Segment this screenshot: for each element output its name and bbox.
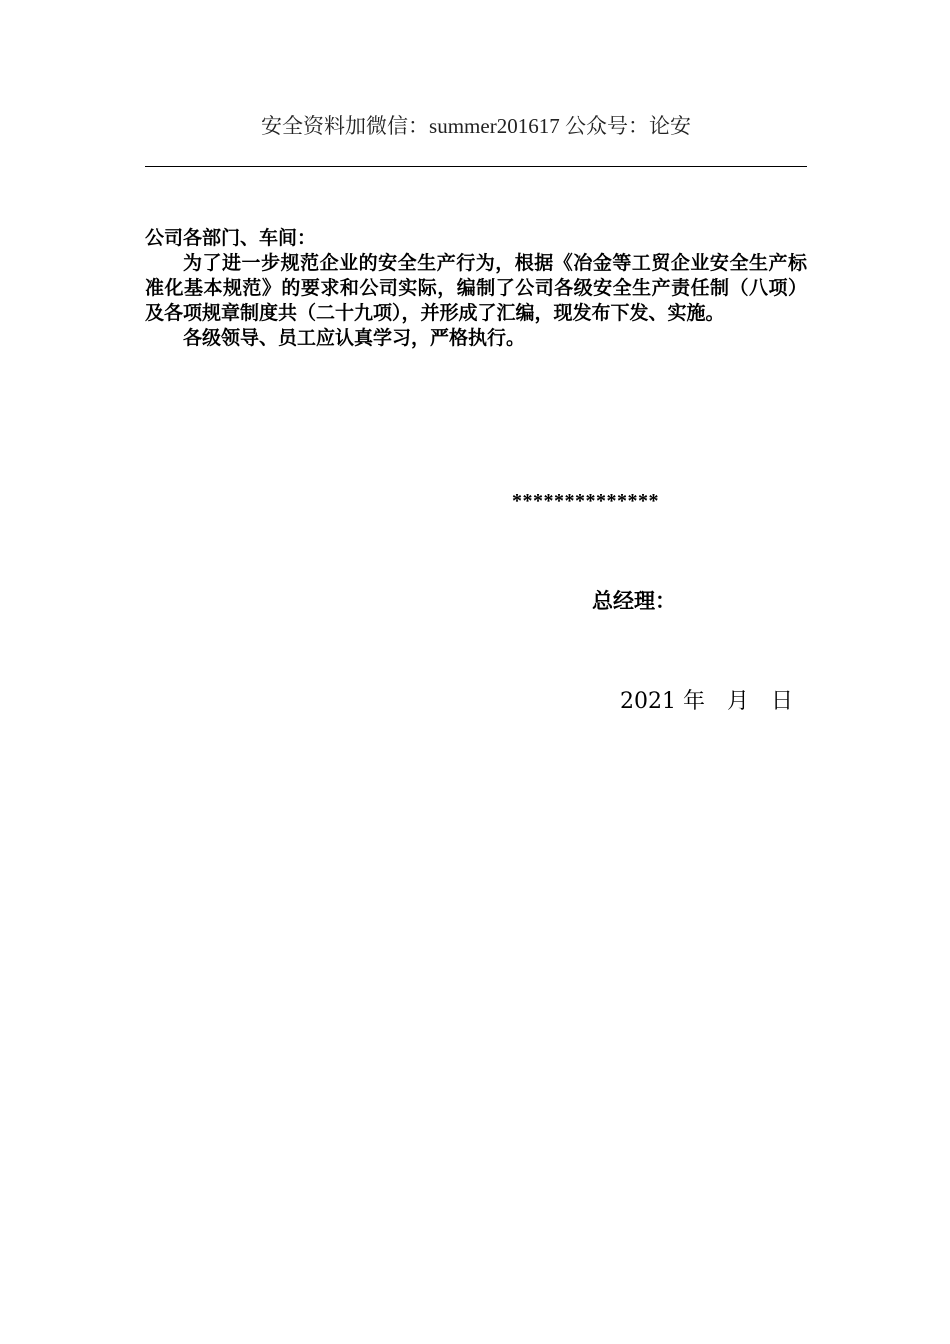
date-year: 2021 年 — [620, 689, 705, 714]
paragraph-2: 各级领导、员工应认真学习，严格执行。 — [183, 327, 526, 349]
salutation: 公司各部门、车间： — [145, 227, 317, 249]
date-day: 日 — [771, 689, 794, 714]
signature-date — [620, 688, 793, 716]
paragraph-1: 为了进一步规范企业的安全生产行为，根据《冶金等工贸企业安全生产标准化基本规范》的要求和公司实际，编制了公司各级安全生产责任制（八项）及各项规章制度共（二十九项），并形成了汇编，现发布下发、实施。 — [145, 252, 807, 324]
company-name-masked: ************** — [512, 490, 659, 512]
page-header: 安全资料加微信：summer201617 公众号：论安 — [261, 114, 691, 138]
date-month: 月 — [726, 689, 749, 714]
manager-signature-label: 总经理： — [592, 588, 676, 613]
letter-body — [145, 226, 807, 351]
header-divider — [145, 166, 807, 167]
